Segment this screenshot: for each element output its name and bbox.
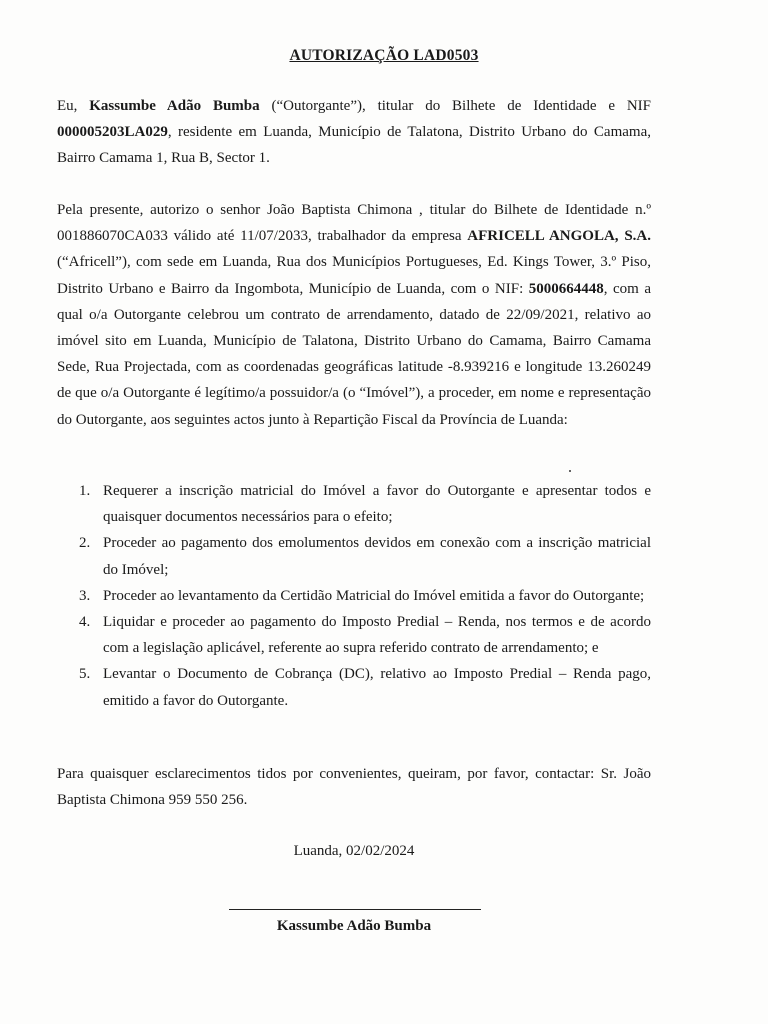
place-date: Luanda, 02/02/2024 bbox=[293, 843, 415, 859]
list-item-text: Requerer a inscrição matricial do Imóvel a favor do Outorgante e apresentar todos e quaisquer documentos necessários para o efeito; bbox=[103, 483, 651, 526]
grantor-text-3: , residente em Luanda, Município de Talatona, Distrito Urbano do Camama, Bairro Camama 1, Rua B, Sector 1. bbox=[57, 124, 651, 167]
list-item-number: 4. bbox=[79, 614, 91, 631]
authorization-text-1: Pela presente, autorizo o senhor João Baptista Chimona , titular do Bilhete de Identidade n.º 001886070CA033 válido até 11/07/2033, trabalhador da empresa bbox=[57, 202, 651, 245]
scan-speck bbox=[569, 470, 571, 472]
list-item-text: Proceder ao levantamento da Certidão Matricial do Imóvel emitida a favor do Outorgante; bbox=[103, 587, 645, 604]
list-item bbox=[57, 583, 651, 609]
signatory-name: Kassumbe Adão Bumba bbox=[276, 918, 432, 934]
authorization-text-3: , com a qual o/a Outorgante celebrou um contrato de arrendamento, datado de 22/09/2021, relativo ao imóvel sito em Luanda, Município de Talatona, Distrito Urbano do Camama, Bairro Camama Sede, Rua Projectada, com as coordenadas geográficas latitude -8.939216 e longitude 13.260249 de que o/a Outorgante é legítimo/a possuidor/a (o “Imóvel”), a proceder, em nome e representação do Outorgante, aos seguintes actos junto à Repartição Fiscal da Província de Luanda: bbox=[57, 280, 652, 428]
actions-list bbox=[57, 478, 651, 714]
list-item-text: Proceder ao pagamento dos emolumentos devidos em conexão com a inscrição matricial do Imóvel; bbox=[103, 535, 651, 578]
list-item-number: 5. bbox=[79, 666, 91, 683]
list-item bbox=[57, 478, 651, 530]
list-item-number: 1. bbox=[79, 483, 91, 499]
grantor-text-1: Eu, bbox=[57, 98, 90, 114]
grantor-nif: 000005203LA029 bbox=[57, 124, 168, 141]
list-item-number: 2. bbox=[79, 535, 91, 552]
contact-paragraph: Para quaisquer esclarecimentos tidos por convenientes, queiram, por favor, contactar: Sr. João Baptista Chimona 959 550 256. bbox=[57, 766, 651, 809]
company-name: AFRICELL ANGOLA, S.A. bbox=[467, 228, 651, 245]
signature-line bbox=[229, 909, 481, 910]
document-title: AUTORIZAÇÃO LAD0503 bbox=[289, 47, 479, 64]
authorization-paragraph bbox=[57, 197, 651, 433]
company-nif: 5000664448 bbox=[528, 280, 604, 297]
authorization-text-2: (“Africell”), com sede em Luanda, Rua dos Municípios Portugueses, Ed. Kings Tower, 3.º Piso, Distrito Urbano e Bairro da Ingombota, Município de Luanda, com o NIF: bbox=[57, 254, 651, 297]
grantor-paragraph bbox=[57, 93, 651, 172]
grantor-text-2: (“Outorgante”), titular do Bilhete de Identidade e NIF bbox=[259, 98, 651, 114]
list-item bbox=[57, 609, 651, 661]
list-item-number: 3. bbox=[79, 587, 91, 604]
list-item-text: Levantar o Documento de Cobrança (DC), relativo ao Imposto Predial – Renda pago, emitido a favor do Outorgante. bbox=[103, 666, 651, 709]
list-item bbox=[57, 661, 651, 713]
grantor-name: Kassumbe Adão Bumba bbox=[89, 98, 260, 114]
list-item bbox=[57, 530, 651, 582]
list-item-text: Liquidar e proceder ao pagamento do Imposto Predial – Renda, nos termos e de acordo com a legislação aplicável, referente ao supra referido contrato de arrendamento; e bbox=[103, 614, 651, 657]
